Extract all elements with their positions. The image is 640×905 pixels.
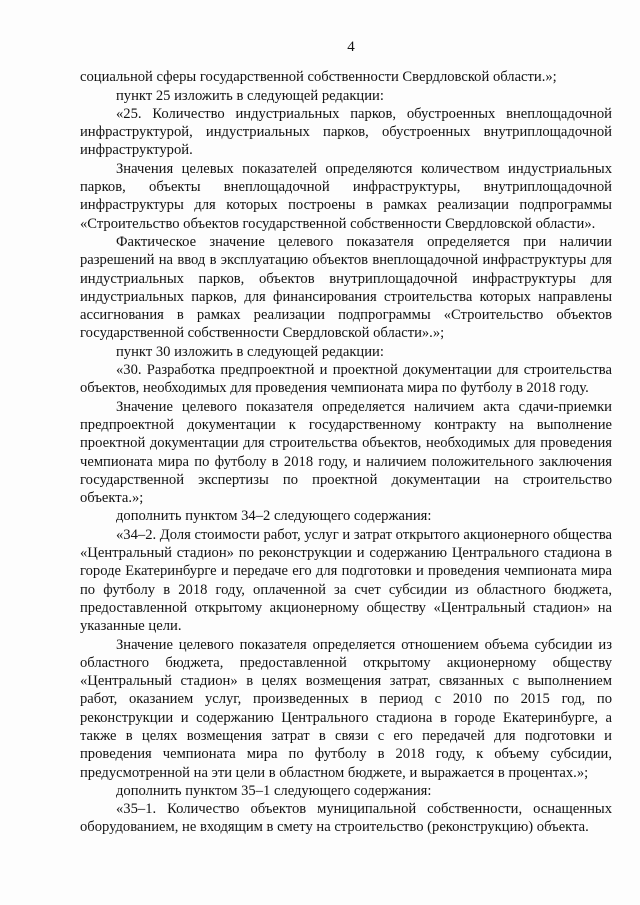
- paragraph-7: «30. Разработка предпроектной и проектной документации для строительства объектов, необходимых для проведения чемпионата мира по футболу в 2018 году.: [80, 362, 612, 397]
- document-body: [80, 68, 612, 836]
- paragraph-4: Значения целевых показателей определяются количеством индустриальных парков, объекты внеплощадочной инфраструктуры, внутриплощадочной инфраструктуры для которых построены в рамках реализации подпрограммы «Строительство объектов государственной собственности Свердловской области».: [80, 160, 612, 232]
- paragraph-2: пункт 25 изложить в следующей редакции:: [116, 87, 384, 104]
- paragraph-3: «25. Количество индустриальных парков, обустроенных внеплощадочной инфраструктурой, индустриальных парков, обустроенных внутриплощадочной инфраструктурой.: [80, 105, 612, 159]
- paragraph-5: Фактическое значение целевого показателя определяется при наличии разрешений на ввод в эксплуатацию объектов внеплощадочной инфраструктуры для индустриальных парков, объектов внутриплощадочной инфраструктуры для индустриальных парков, для финансирования строительства которых направлены ассигнования в рамках реализации подпрограммы «Строительство объектов государственной собственности Свердловской области».»;: [80, 233, 612, 342]
- paragraph-6: пункт 30 изложить в следующей редакции:: [116, 343, 384, 360]
- paragraph-9: дополнить пунктом 34–2 следующего содержания:: [116, 508, 432, 525]
- paragraph-8: Значение целевого показателя определяется наличием акта сдачи-приемки предпроектной документации к государственному контракту на выполнение проектной документации для строительства объектов, необходимых для проведения чемпионата мира по футболу в 2018 году, и наличием положительного заключения государственной экспертизы по проектной документации на строительство объекта.»;: [80, 398, 612, 507]
- paragraph-12: дополнить пунктом 35–1 следующего содержания:: [116, 782, 432, 799]
- paragraph-1: социальной сферы государственной собственности Свердловской области.»;: [80, 69, 557, 86]
- paragraph-10: «34–2. Доля стоимости работ, услуг и затрат открытого акционерного общества «Центральный стадион» по реконструкции и содержанию Центрального стадиона в городе Екатеринбурге и передаче его для подготовки и проведения чемпионата мира по футболу в 2018 году, оплаченной за счет субсидии из областного бюджета, предоставленной открытому акционерному обществу «Центральный стадион» на указанные цели.: [80, 526, 612, 635]
- paragraph-13: «35–1. Количество объектов муниципальной собственности, оснащенных оборудованием, не входящим в смету на строительство (реконструкцию) объекта.: [80, 801, 612, 836]
- paragraph-11: Значение целевого показателя определяется отношением объема субсидии из областного бюджета, предоставленной открытому акционерному обществу «Центральный стадион» в целях возмещения затрат, связанных с выполнением работ, оказанием услуг, произведенных в период с 2010 по 2015 год, по реконструкции и содержанию Центрального стадиона в городе Екатеринбурге, а также в целях возмещения затрат в связи с его передачей для подготовки и проведения чемпионата мира по футболу в 2018 году, к объему субсидии, предусмотренной на эти цели в областном бюджете, и выражается в процентах.»;: [80, 636, 612, 781]
- page-number: 4: [347, 39, 355, 55]
